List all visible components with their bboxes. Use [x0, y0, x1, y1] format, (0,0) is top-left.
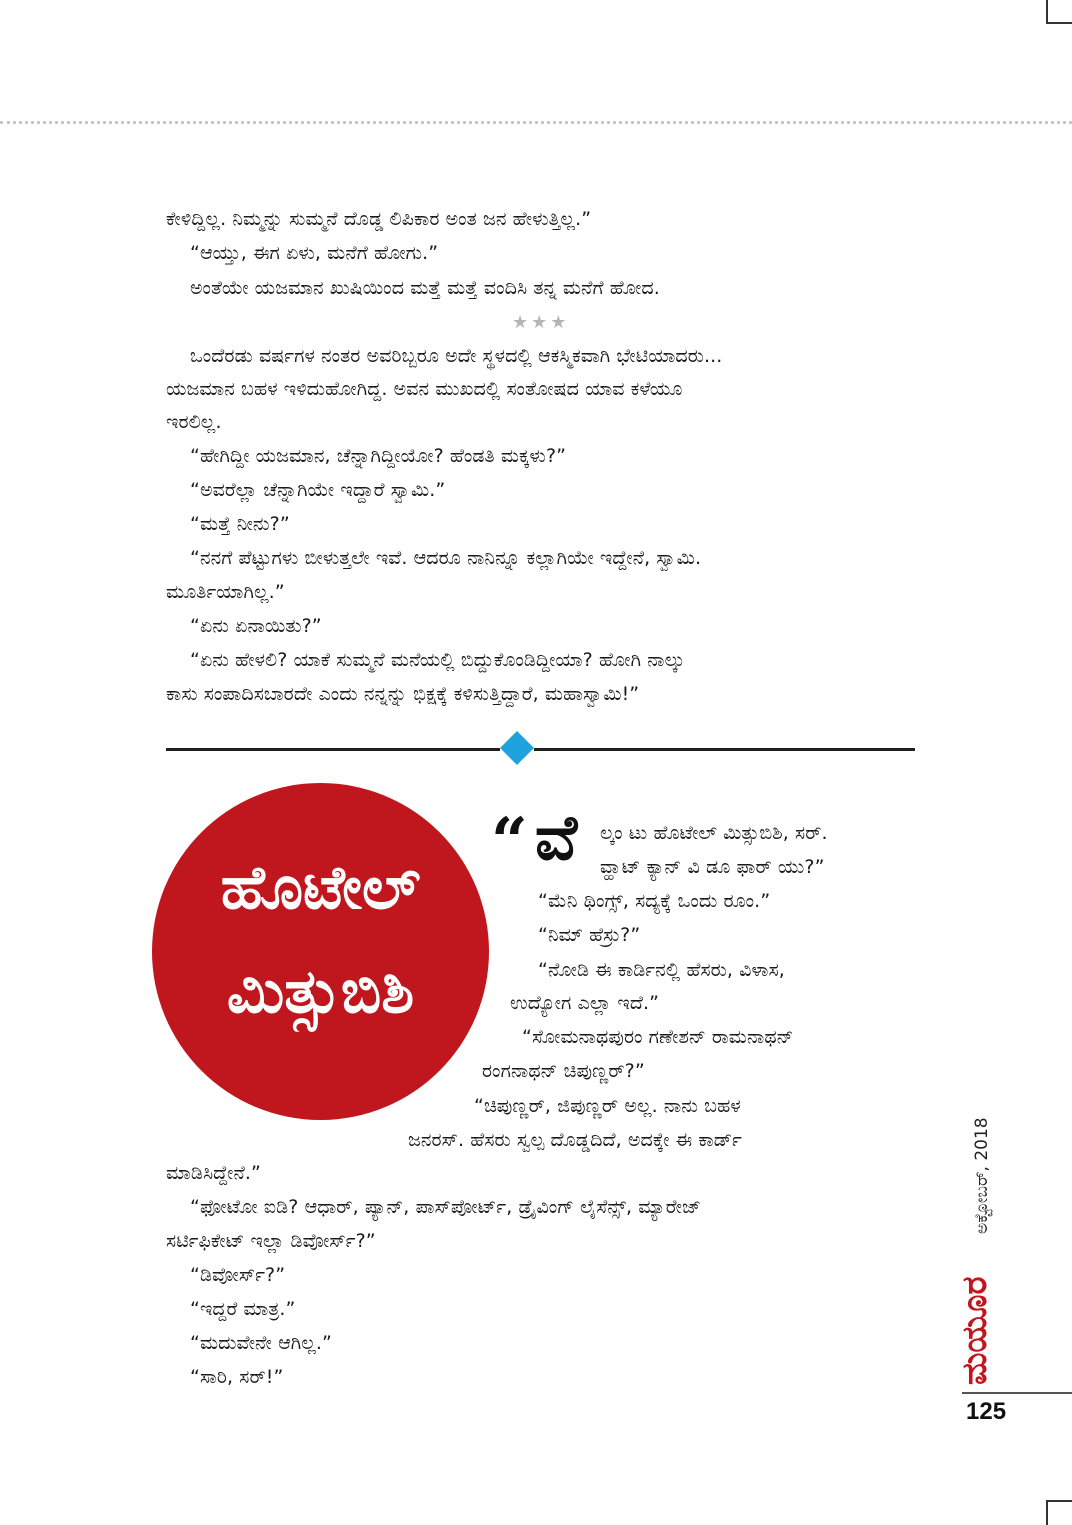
divider-diamond-icon [500, 731, 534, 765]
paragraph-line: “ಅವರೆಲ್ಲಾ ಚೆನ್ನಾಗಿಯೇ ಇದ್ದಾರೆ ಸ್ವಾಮಿ.” [190, 479, 446, 501]
issue-date [972, 1084, 1002, 1234]
paragraph-line: ಯಜಮಾನ ಬಹಳ ಇಳಿದುಹೋಗಿದ್ದ. ಅವನ ಮುಖದಲ್ಲಿ ಸಂತೋಷದ ಯಾವ ಕಳೆಯೂ [166, 378, 683, 400]
paragraph-line: ವ್ಹಾಟ್ ಕ್ಯಾನ್ ವಿ ಡೂ ಫಾರ್ ಯು?” [600, 856, 825, 878]
section-divider-left [166, 748, 500, 751]
paragraph-line: “ಸಾರಿ, ಸರ್!” [190, 1366, 284, 1388]
magazine-logo [955, 1250, 1005, 1385]
crop-mark-bottom-right-h [1046, 1500, 1072, 1502]
paragraph-line: “ನೋಡಿ ಈ ಕಾರ್ಡಿನಲ್ಲಿ ಹೆಸರು, ವಿಳಾಸ, [538, 959, 785, 981]
paragraph-line: ಉದ್ಯೋಗ ಎಲ್ಲಾ ಇದೆ.” [510, 992, 660, 1014]
crop-mark-bottom-right-v [1046, 1500, 1048, 1525]
crop-mark-top-right-h [1046, 22, 1072, 24]
drop-cap: ವೆ [535, 801, 578, 874]
page-number-rule [962, 1392, 1072, 1394]
paragraph-line: ಮಾಡಿಸಿದ್ದೇನೆ.” [166, 1162, 261, 1184]
section-divider-right [534, 748, 915, 751]
paragraph-line: “ಸೋಮನಾಥಪುರಂ ಗಣೇಶನ್ ರಾಮನಾಥನ್ [522, 1026, 794, 1048]
story-title-line-1: ಹೊಟೇಲ್ [220, 853, 421, 923]
paragraph-line: “ಮತ್ತೆ ನೀನು?” [190, 513, 290, 535]
story-title-line-2: ಮಿತ್ಸುಬಿಶಿ [226, 957, 415, 1027]
paragraph-line: ಒಂದೆರಡು ವರ್ಷಗಳ ನಂತರ ಅವರಿಬ್ಬರೂ ಅದೇ ಸ್ಥಳದಲ್ಲಿ ಆಕಸ್ಮಿಕವಾಗಿ ಭೇಟಿಯಾದರು... [190, 345, 723, 367]
open-quote-mark: “ [491, 804, 528, 879]
paragraph-line: “ಏನು ಏನಾಯಿತು?” [190, 615, 322, 637]
paragraph-line: “ಏನು ಹೇಳಲಿ? ಯಾಕೆ ಸುಮ್ಮನೆ ಮನೆಯಲ್ಲಿ ಬಿದ್ದುಕೊಂಡಿದ್ದೀಯಾ? ಹೋಗಿ ನಾಲ್ಕು [190, 649, 685, 671]
paragraph-line: “ಹೇಗಿದ್ದೀ ಯಜಮಾನ, ಚೆನ್ನಾಗಿದ್ದೀಯೋ? ಹೆಂಡತಿ ಮಕ್ಕಳು?” [190, 445, 567, 467]
paragraph-line: “ಆಯ್ತು, ಈಗ ಏಳು, ಮನೆಗೆ ಹೋಗು.” [190, 242, 439, 264]
paragraph-line: ಸರ್ಟಿಫಿಕೇಟ್ ಇಲ್ಲಾ ಡಿವೋರ್ಸ್?” [166, 1230, 376, 1252]
crop-mark-top-right-v [1046, 0, 1048, 24]
paragraph-line: ಅಂತೆಯೇ ಯಜಮಾನ ಖುಷಿಯಿಂದ ಮತ್ತೆ ಮತ್ತೆ ವಂದಿಸಿ ತನ್ನ ಮನೆಗೆ ಹೋದ. [190, 277, 660, 299]
paragraph-line: “ಮೆನಿ ಥಿಂಗ್ಸ್, ಸದ್ಯಕ್ಕೆ ಒಂದು ರೂಂ.” [538, 890, 771, 912]
paragraph-line: “ನನಗೆ ಪೆಟ್ಟುಗಳು ಬೀಳುತ್ತಲೇ ಇವೆ. ಆದರೂ ನಾನಿನ್ನೂ ಕಲ್ಲಾಗಿಯೇ ಇದ್ದೇನೆ, ಸ್ವಾಮಿ. [190, 547, 702, 569]
header-dotted-rule [0, 121, 1072, 124]
paragraph-line: “ನಿಮ್ ಹೆಸ್ರು?” [538, 924, 641, 946]
paragraph-line: “ಮದುವೇನೇ ಆಗಿಲ್ಲ.” [190, 1332, 332, 1354]
paragraph-line: “ಇದ್ದರೆ ಮಾತ್ರ.” [190, 1298, 296, 1320]
page-number: 125 [966, 1398, 1007, 1425]
title-circle [152, 783, 489, 1120]
paragraph-line: ಕಾಸು ಸಂಪಾದಿಸಬಾರದೇ ಎಂದು ನನ್ನನ್ನು ಭಿಕ್ಷಕ್ಕೆ ಕಳಿಸುತ್ತಿದ್ದಾರೆ, ಮಹಾಸ್ವಾಮಿ!” [166, 683, 640, 705]
paragraph-line: ಕೇಳಿದ್ದಿಲ್ಲ. ನಿಮ್ಮನ್ನು ಸುಮ್ಮನೆ ದೊಡ್ಡ ಲಿಪಿಕಾರ ಅಂತ ಜನ ಹೇಳುತ್ತಿಲ್ಲ.” [166, 208, 592, 230]
paragraph-line: “ಡಿವೋರ್ಸ್?” [190, 1264, 286, 1286]
paragraph-line: ರಂಗನಾಥನ್ ಚಿಪುಣ್ಣರ್?” [482, 1060, 645, 1082]
section-separator-stars: ★★★ [512, 312, 570, 333]
magazine-logo-text: ಮಯೂರ [955, 1276, 995, 1385]
paragraph-line: “ಫೋಟೋ ಐಡಿ? ಆಧಾರ್, ಪ್ಯಾನ್, ಪಾಸ್‌ಪೋರ್ಟ್, ಡ್ರೈವಿಂಗ್ ಲೈಸೆನ್ಸ್, ಮ್ಯಾರೇಜ್ [190, 1196, 702, 1218]
paragraph-line: ಇರಲಿಲ್ಲ. [166, 411, 222, 433]
issue-date-text: ಅಕ್ಟೋಬರ್, 2018 [972, 1117, 992, 1234]
paragraph-line: ಜನರಸ್. ಹೆಸರು ಸ್ವಲ್ಪ ದೊಡ್ಡದಿದೆ, ಅದಕ್ಕೇ ಈ ಕಾರ್ಡ್ [408, 1129, 742, 1151]
paragraph-line: “ಚಿಪುಣ್ಣರ್, ಜಿಪುಣ್ಣರ್ ಅಲ್ಲ. ನಾನು ಬಹಳ [474, 1095, 741, 1117]
paragraph-line: ಮೂರ್ತಿಯಾಗಿಲ್ಲ.” [166, 581, 285, 603]
paragraph-line: ಲ್ಕಂ ಟು ಹೊಟೇಲ್ ಮಿತ್ಸುಬಿಶಿ, ಸರ್. [600, 822, 828, 844]
